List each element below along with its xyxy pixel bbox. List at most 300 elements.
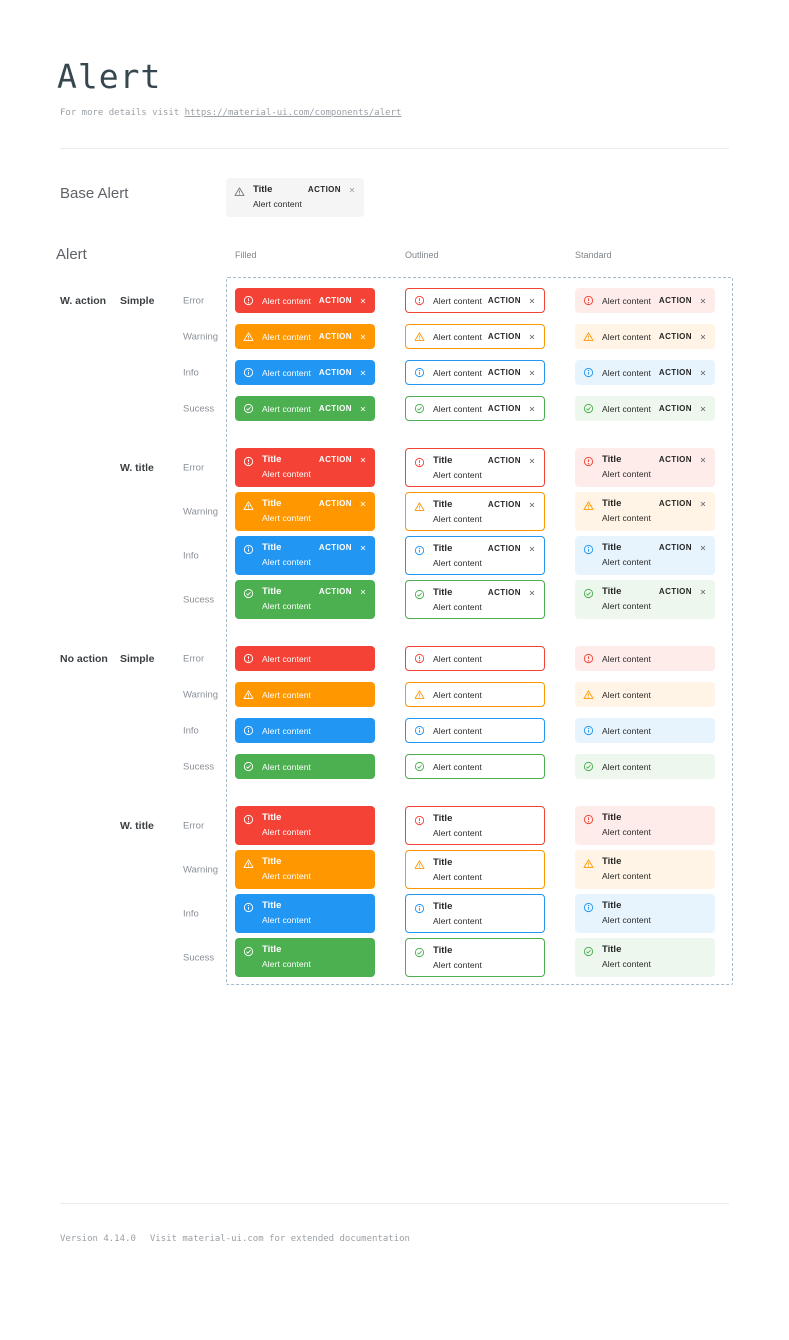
row-labels [0,682,226,707]
row-alerts [235,288,715,313]
alert-outlined-error [405,806,545,845]
alert-body [433,587,536,612]
error-circle-icon [243,653,254,664]
action-button[interactable]: ACTION [318,404,352,413]
grid-row [0,324,733,349]
close-icon[interactable] [528,589,536,597]
alert-grid-rows [0,277,733,985]
error-circle-icon [414,653,425,664]
subgroup-label: W. title [120,819,154,832]
close-icon[interactable] [528,457,536,465]
grid-row [0,580,733,619]
alert-standard-info [575,536,715,575]
alert-content: Alert content [602,653,652,664]
error-circle-icon [583,456,594,467]
severity-label: Info [183,367,199,378]
check-circle-icon [583,403,594,414]
info-circle-icon [414,545,425,556]
row-alerts [235,806,715,845]
row-alerts [235,718,715,743]
subgroup-label: W. title [120,461,154,474]
alert-content: Alert content [602,870,652,881]
alert-content: Alert content [602,725,652,736]
close-icon[interactable] [348,186,356,194]
alert-filled-info [235,894,375,933]
alert-title: Title [262,812,282,823]
alert-standard-warning [575,492,715,531]
severity-label: Info [183,725,199,736]
alert-content: Alert content [262,653,312,664]
severity-label: Warning [183,506,219,517]
alert-filled-error [235,448,375,487]
alert-outlined-error [405,288,545,313]
close-icon[interactable] [359,456,367,464]
material-ui-link[interactable]: https://material-ui.com/components/alert [184,108,402,118]
close-icon[interactable] [359,405,367,413]
row-labels [0,718,226,743]
error-circle-icon [414,815,425,826]
alert-content: Alert content [602,403,652,414]
warning-triangle-icon [583,500,594,511]
alert-title: Title [262,900,282,911]
alert-outlined-info [405,360,545,385]
alert-title: Title [602,812,622,823]
row-labels [0,754,226,779]
row-alerts [235,938,715,977]
alert-content: Alert content [433,295,483,306]
close-icon[interactable] [359,297,367,305]
error-circle-icon [243,295,254,306]
action-button[interactable]: ACTION [658,404,692,413]
row-labels [0,580,226,619]
severity-label: Sucess [183,761,215,772]
column-headers [235,248,715,262]
grid-row [0,448,733,487]
close-icon[interactable] [528,369,536,377]
grid-row [0,536,733,575]
alert-content: Alert content [602,958,652,969]
group-label: W. action [60,294,107,307]
alert-content: Alert content [433,827,483,838]
action-button[interactable]: ACTION [318,455,352,464]
action-button[interactable]: ACTION [318,368,352,377]
action-button[interactable]: ACTION [318,296,352,305]
close-icon[interactable] [699,500,707,508]
row-labels [0,536,226,575]
column-header-outlined: Outlined [405,250,439,260]
close-icon[interactable] [359,588,367,596]
alert-filled-warning [235,324,375,349]
alert-body [262,498,367,523]
close-icon[interactable] [528,545,536,553]
alert-content: Alert content [433,761,483,772]
alert-body [602,900,707,925]
action-button[interactable]: ACTION [487,500,521,509]
alert-content: Alert content [433,653,483,664]
warning-triangle-icon [243,331,254,342]
info-circle-icon [583,902,594,913]
alert-content: Alert content [602,914,652,925]
alert-standard-error [575,806,715,845]
warning-triangle-icon [583,858,594,869]
grid-row [0,288,733,313]
alert-body [262,856,367,881]
alert-content: Alert content [262,761,312,772]
action-button[interactable]: ACTION [487,544,521,553]
alert-content: Alert content [262,600,312,611]
alert-content: Alert content [433,959,483,970]
alert-content: Alert content [433,725,483,736]
alert-body [433,499,536,524]
grid-row [0,492,733,531]
row-alerts [235,536,715,575]
info-circle-icon [414,725,425,736]
alert-content: Alert content [433,403,483,414]
warning-triangle-icon [583,689,594,700]
close-icon[interactable] [359,544,367,552]
alert-title: Title [602,586,622,597]
bottom-divider [60,1203,729,1204]
error-circle-icon [414,295,425,306]
alert-content: Alert content [602,689,652,700]
alert-body [602,454,707,479]
alert-title: Title [433,857,453,868]
severity-label: Warning [183,864,219,875]
error-circle-icon [414,457,425,468]
grid-row [0,850,733,889]
alert-body [602,498,707,523]
error-circle-icon [243,456,254,467]
action-button[interactable]: ACTION [487,404,521,413]
alert-outlined-error [405,646,545,671]
subgroup-label: Simple [120,652,155,665]
alert-content: Alert content [602,556,652,567]
alert-content: Alert content [262,367,312,378]
severity-label: Warning [183,331,219,342]
alert-content: Alert content [433,513,483,524]
action-button[interactable]: ACTION [658,543,692,552]
row-labels [0,288,226,313]
alert-title: Title [602,542,622,553]
alert-outlined-warning [405,492,545,531]
base-alert-body [253,184,356,209]
alert-grid-header [0,248,789,262]
error-circle-icon [583,295,594,306]
row-alerts [235,850,715,889]
base-alert-section [0,178,789,217]
warning-triangle-icon [243,689,254,700]
row-labels [0,850,226,889]
action-button[interactable]: ACTION [658,455,692,464]
row-alerts [235,894,715,933]
warning-triangle-icon [414,501,425,512]
alert-outlined-info [405,894,545,933]
warning-triangle-icon [243,500,254,511]
check-circle-icon [414,761,425,772]
alert-filled-error [235,806,375,845]
alert-standard-info [575,360,715,385]
alert-content: Alert content [262,826,312,837]
close-icon[interactable] [359,333,367,341]
info-circle-icon [243,902,254,913]
alert-content: Alert content [602,512,652,523]
alert-standard-info [575,894,715,933]
grid-row [0,360,733,385]
alert-body [433,543,536,568]
alert-standard-error [575,448,715,487]
alert-content: Alert content [602,826,652,837]
top-divider [60,148,729,149]
row-labels [0,806,226,845]
alert-content: Alert content [433,331,483,342]
alert-content: Alert content [602,331,652,342]
row-labels [0,938,226,977]
check-circle-icon [414,403,425,414]
row-alerts [235,580,715,619]
alert-title: Title [262,944,282,955]
grid-row [0,938,733,977]
grid-row [0,682,733,707]
warning-triangle-icon [414,331,425,342]
grid-row [0,754,733,779]
close-icon[interactable] [528,501,536,509]
action-button[interactable]: ACTION [658,332,692,341]
alert-standard-warning [575,682,715,707]
alert-filled-success [235,580,375,619]
check-circle-icon [243,946,254,957]
action-button[interactable]: ACTION [487,296,521,305]
alert-title: Title [602,944,622,955]
alert-filled-warning [235,850,375,889]
alert-title: Title [262,498,282,509]
alert-title: Title [262,454,282,465]
alert-title: Title [433,455,453,466]
close-icon[interactable] [699,405,707,413]
check-circle-icon [243,403,254,414]
alert-content: Alert content [433,871,483,882]
alert-filled-warning [235,682,375,707]
alert-standard-info [575,718,715,743]
alert-body [262,812,367,837]
action-button[interactable]: ACTION [318,332,352,341]
alert-outlined-success [405,938,545,977]
action-button[interactable]: ACTION [487,456,521,465]
page-subtitle [60,108,789,119]
alert-filled-info [235,536,375,575]
warning-triangle-icon [234,186,245,197]
action-button[interactable]: ACTION [487,368,521,377]
action-button[interactable]: ACTION [307,185,341,194]
alert-body [602,856,707,881]
close-icon[interactable] [528,405,536,413]
alert-title: Title [602,856,622,867]
subtitle-text: For more details visit [60,108,185,118]
close-icon[interactable] [699,369,707,377]
alert-body [262,900,367,925]
info-circle-icon [243,544,254,555]
action-button[interactable]: ACTION [318,543,352,552]
check-circle-icon [583,946,594,957]
alert-filled-error [235,288,375,313]
row-labels [0,324,226,349]
action-button[interactable]: ACTION [658,587,692,596]
row-alerts [235,396,715,421]
row-alerts [235,360,715,385]
warning-triangle-icon [243,858,254,869]
alert-title: Title [602,454,622,465]
error-circle-icon [583,814,594,825]
check-circle-icon [414,947,425,958]
row-labels [0,894,226,933]
alert-body [602,586,707,611]
version-label: Version 4.14.0 [60,1234,136,1244]
alert-standard-error [575,646,715,671]
alert-title: Title [602,498,622,509]
check-circle-icon [243,761,254,772]
row-alerts [235,324,715,349]
action-button[interactable]: ACTION [658,368,692,377]
action-button[interactable]: ACTION [658,296,692,305]
action-button[interactable]: ACTION [318,587,352,596]
alert-standard-warning [575,850,715,889]
close-icon[interactable] [359,500,367,508]
alert-content: Alert content [262,331,312,342]
alert-title: Title [602,900,622,911]
grid-row [0,894,733,933]
severity-label: Error [183,653,205,664]
alert-content: Alert content [262,512,312,523]
alert-content: Alert content [433,557,483,568]
close-icon[interactable] [528,333,536,341]
alert-outlined-warning [405,324,545,349]
row-labels [0,448,226,487]
alert-title: Title [433,901,453,912]
column-header-standard: Standard [575,250,612,260]
alert-body [433,901,536,926]
grid-row [0,646,733,671]
alert-outlined-info [405,536,545,575]
row-alerts [235,754,715,779]
alert-section-label: Alert [56,246,87,263]
action-button[interactable]: ACTION [487,588,521,597]
alert-outlined-warning [405,850,545,889]
alert-title: Title [433,543,453,554]
subgroup-label: Simple [120,294,155,307]
alert-title: Title [433,587,453,598]
check-circle-icon [583,761,594,772]
grid-row [0,718,733,743]
severity-label: Info [183,908,199,919]
alert-body [433,945,536,970]
severity-label: Error [183,462,205,473]
alert-content: Alert content [602,295,652,306]
footer-note: Visit material-ui.com for extended documentation [149,1234,410,1244]
row-alerts [235,448,715,487]
alert-body [602,812,707,837]
action-button[interactable]: ACTION [658,499,692,508]
info-circle-icon [583,544,594,555]
alert-content: Alert content [262,556,312,567]
alert-filled-error [235,646,375,671]
alert-content: Alert content [433,689,483,700]
alert-standard-success [575,754,715,779]
base-alert-section-label: Base Alert [60,185,129,202]
close-icon[interactable] [528,297,536,305]
action-button[interactable]: ACTION [318,499,352,508]
alert-standard-success [575,938,715,977]
alert-standard-error [575,288,715,313]
close-icon[interactable] [699,588,707,596]
alert-filled-success [235,938,375,977]
close-icon[interactable] [699,333,707,341]
check-circle-icon [414,589,425,600]
severity-label: Info [183,550,199,561]
info-circle-icon [414,903,425,914]
alert-body [602,944,707,969]
alert-content: Alert content [262,958,312,969]
severity-label: Error [183,820,205,831]
close-icon[interactable] [699,456,707,464]
close-icon[interactable] [699,297,707,305]
page-footer [60,1234,789,1245]
alert-content: Alert content [433,469,483,480]
alert-body [433,455,536,480]
alert-title: Title [253,184,273,195]
close-icon[interactable] [359,369,367,377]
severity-label: Warning [183,689,219,700]
alert-standard-success [575,580,715,619]
alert-content: Alert content [253,198,303,209]
alert-title: Title [433,499,453,510]
warning-triangle-icon [583,331,594,342]
grid-row [0,396,733,421]
info-circle-icon [583,725,594,736]
action-button[interactable]: ACTION [487,332,521,341]
warning-triangle-icon [414,859,425,870]
grid-row [0,806,733,845]
alert-standard-success [575,396,715,421]
row-labels [0,360,226,385]
alert-content: Alert content [262,725,312,736]
alert-filled-success [235,396,375,421]
alert-content: Alert content [262,689,312,700]
alert-body [262,454,367,479]
alert-title: Title [433,813,453,824]
alert-body [262,586,367,611]
alert-filled-info [235,360,375,385]
alert-content: Alert content [262,403,312,414]
alert-content: Alert content [602,761,652,772]
severity-label: Sucess [183,403,215,414]
row-alerts [235,492,715,531]
alert-content: Alert content [262,914,312,925]
alert-outlined-success [405,580,545,619]
group-label: No action [60,652,108,665]
row-labels [0,492,226,531]
alert-content: Alert content [602,468,652,479]
severity-label: Error [183,295,205,306]
base-alert [226,178,364,217]
alert-outlined-success [405,754,545,779]
info-circle-icon [414,367,425,378]
alert-title: Title [262,586,282,597]
alert-content: Alert content [602,367,652,378]
severity-label: Sucess [183,952,215,963]
close-icon[interactable] [699,544,707,552]
alert-body [602,542,707,567]
alert-outlined-info [405,718,545,743]
alert-content: Alert content [262,468,312,479]
